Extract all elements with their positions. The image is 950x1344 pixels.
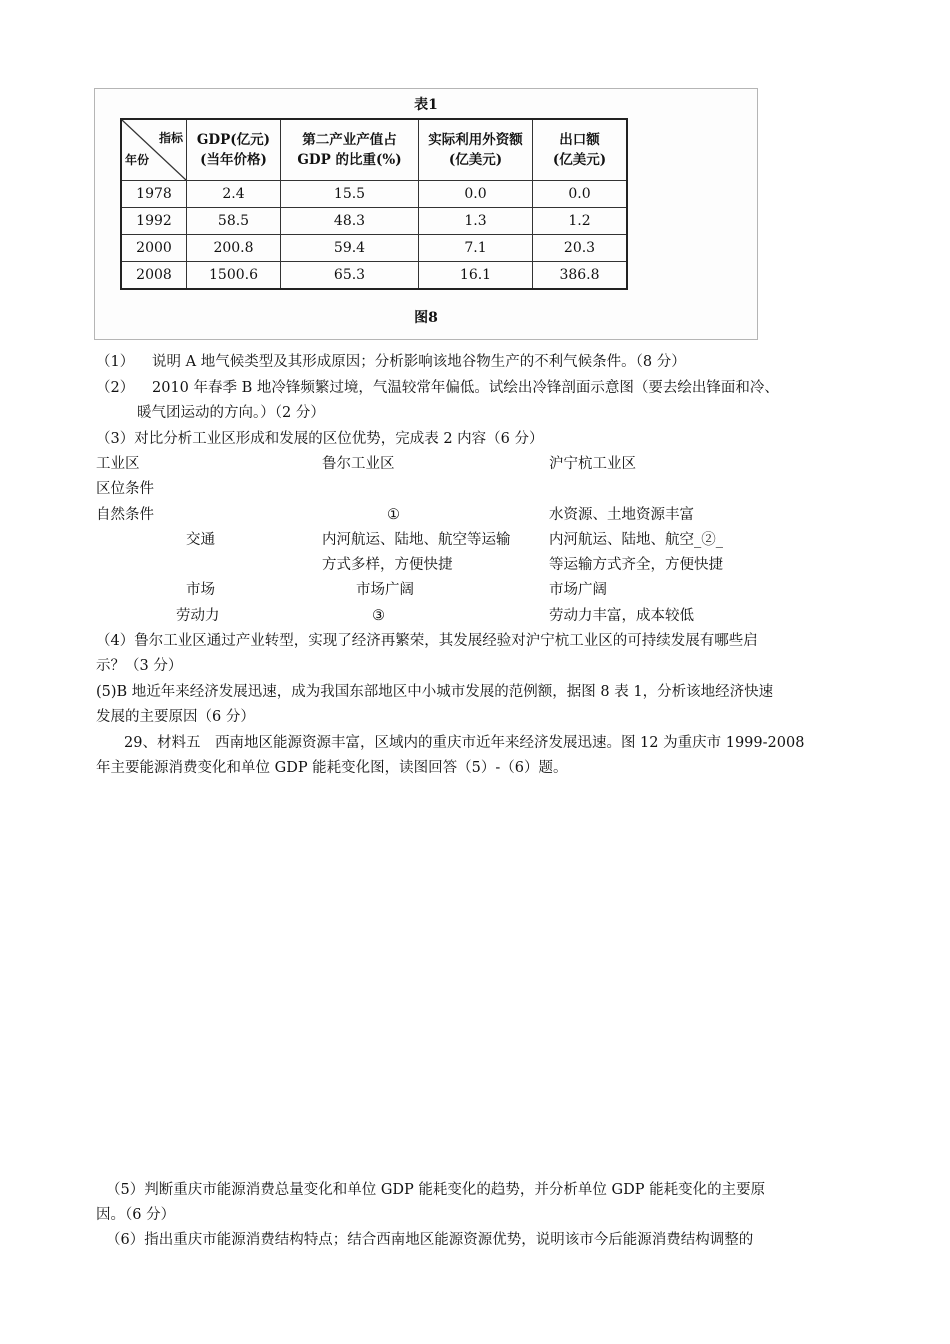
question-1-text: 说明 A 地气候类型及其形成原因；分析影响该地谷物生产的不利气候条件。（8 分） bbox=[152, 354, 686, 370]
table-header-cell bbox=[187, 119, 281, 181]
table2-row-market-ruhr: 市场广阔 bbox=[356, 582, 414, 598]
table-header-row bbox=[121, 119, 627, 181]
table2-row-natural-ruhr: ① bbox=[387, 507, 400, 523]
question-4-line1: （4）鲁尔工业区通过产业转型，实现了经济再繁荣，其发展经验对沪宁杭工业区的可持续发展有哪些启 bbox=[96, 633, 758, 649]
table-cell: 16.1 bbox=[419, 262, 533, 290]
table-cell: 200.8 bbox=[187, 235, 281, 262]
corner-label-indicator: 指标 bbox=[158, 131, 183, 145]
question-2-text-line2: 暖气团运动的方向。）（2 分） bbox=[137, 405, 325, 421]
table-row bbox=[121, 235, 627, 262]
table2-row-labor-ruhr: ③ bbox=[372, 608, 385, 624]
table-cell: 15.5 bbox=[281, 181, 419, 208]
table-cell: 48.3 bbox=[281, 208, 419, 235]
table-cell: 0.0 bbox=[533, 181, 628, 208]
table-cell: 20.3 bbox=[533, 235, 628, 262]
table2-header-ruhr: 鲁尔工业区 bbox=[322, 456, 395, 472]
table-row bbox=[121, 181, 627, 208]
table2-row-market-huningiang: 市场广阔 bbox=[549, 582, 607, 598]
header-text: 出口额 (亿美元) bbox=[552, 132, 607, 168]
question-5b-line1: （5）判断重庆市能源消费总量变化和单位 GDP 能耗变化的趋势，并分析单位 GDP 能耗变化的主要原 bbox=[106, 1182, 766, 1198]
table2-row-labor-huningiang: 劳动力丰富，成本较低 bbox=[549, 608, 694, 624]
table2-row-labor-label: 劳动力 bbox=[176, 608, 220, 624]
table2-header-location-conditions: 区位条件 bbox=[96, 481, 154, 497]
table-cell: 1500.6 bbox=[187, 262, 281, 290]
table-cell: 58.5 bbox=[187, 208, 281, 235]
table2-row-transport-ruhr-line2: 方式多样，方便快捷 bbox=[322, 557, 453, 573]
question-3-text: （3）对比分析工业区形成和发展的区位优势，完成表 2 内容（6 分） bbox=[96, 431, 544, 447]
table-cell: 59.4 bbox=[281, 235, 419, 262]
table-cell: 2.4 bbox=[187, 181, 281, 208]
question-29-line1: 29、材料五 西南地区能源资源丰富，区域内的重庆市近年来经济发展迅速。图 12 为重庆市 1999-2008 bbox=[124, 735, 805, 751]
table2-row-natural-label: 自然条件 bbox=[96, 507, 154, 523]
table-cell-year: 1992 bbox=[121, 208, 187, 235]
question-6-line1: （6）指出重庆市能源消费结构特点；结合西南地区能源资源优势，说明该市今后能源消费结构调整的 bbox=[106, 1232, 754, 1248]
table-header-cell bbox=[419, 119, 533, 181]
table-header-cell bbox=[533, 119, 628, 181]
question-2-text-line1: 2010 年春季 B 地冷锋频繁过境，气温较常年偏低。试绘出冷锋剖面示意图（要去绘出锋面和冷、 bbox=[152, 380, 779, 396]
question-1-number: （1） bbox=[96, 354, 135, 370]
table-cell: 386.8 bbox=[533, 262, 628, 290]
table-cell: 65.3 bbox=[281, 262, 419, 290]
table-header-cell bbox=[281, 119, 419, 181]
question-4-line2: 示？（3 分） bbox=[96, 658, 183, 674]
figure-caption: 图8 bbox=[414, 310, 438, 326]
question-2-number: （2） bbox=[96, 380, 135, 396]
header-text: GDP(亿元) (当年价格) bbox=[196, 132, 271, 168]
table2-row-market-label: 市场 bbox=[186, 582, 215, 598]
table2-row-transport-huningiang-line1: 内河航运、陆地、航空_②_ bbox=[549, 532, 723, 548]
table2-row-natural-huningiang: 水资源、土地资源丰富 bbox=[549, 507, 694, 523]
header-text: 第二产业产值占 GDP 的比重(%) bbox=[297, 132, 402, 168]
corner-label-year: 年份 bbox=[125, 153, 150, 167]
table2-header-huningiang: 沪宁杭工业区 bbox=[549, 456, 636, 472]
table2-row-transport-huningiang-line2: 等运输方式齐全，方便快捷 bbox=[549, 557, 723, 573]
question-5a-line1: (5)B 地近年来经济发展迅速，成为我国东部地区中小城市发展的范例额，据图 8 表 1，分析该地经济快速 bbox=[96, 684, 774, 700]
table-cell: 1.2 bbox=[533, 208, 628, 235]
question-29-line2: 年主要能源消费变化和单位 GDP 能耗变化图，读图回答（5）-（6）题。 bbox=[96, 760, 568, 776]
table-corner-cell bbox=[121, 119, 187, 181]
data-table bbox=[120, 118, 628, 290]
table-row bbox=[121, 208, 627, 235]
table2-header-industrial-zone: 工业区 bbox=[96, 456, 140, 472]
table-row bbox=[121, 262, 627, 290]
table-cell-year: 1978 bbox=[121, 181, 187, 208]
table-cell: 0.0 bbox=[419, 181, 533, 208]
table-cell: 1.3 bbox=[419, 208, 533, 235]
table-title: 表1 bbox=[414, 97, 438, 113]
figure-8-table-1 bbox=[94, 88, 758, 340]
table-cell: 7.1 bbox=[419, 235, 533, 262]
header-text: 实际利用外资额 (亿美元) bbox=[428, 132, 523, 168]
question-5a-line2: 发展的主要原因（6 分） bbox=[96, 709, 255, 725]
table2-row-transport-label: 交通 bbox=[186, 532, 215, 548]
table-cell-year: 2008 bbox=[121, 262, 187, 290]
table-cell-year: 2000 bbox=[121, 235, 187, 262]
question-5b-line2: 因。（6 分） bbox=[96, 1207, 176, 1223]
table2-row-transport-ruhr-line1: 内河航运、陆地、航空等运输 bbox=[322, 532, 511, 548]
